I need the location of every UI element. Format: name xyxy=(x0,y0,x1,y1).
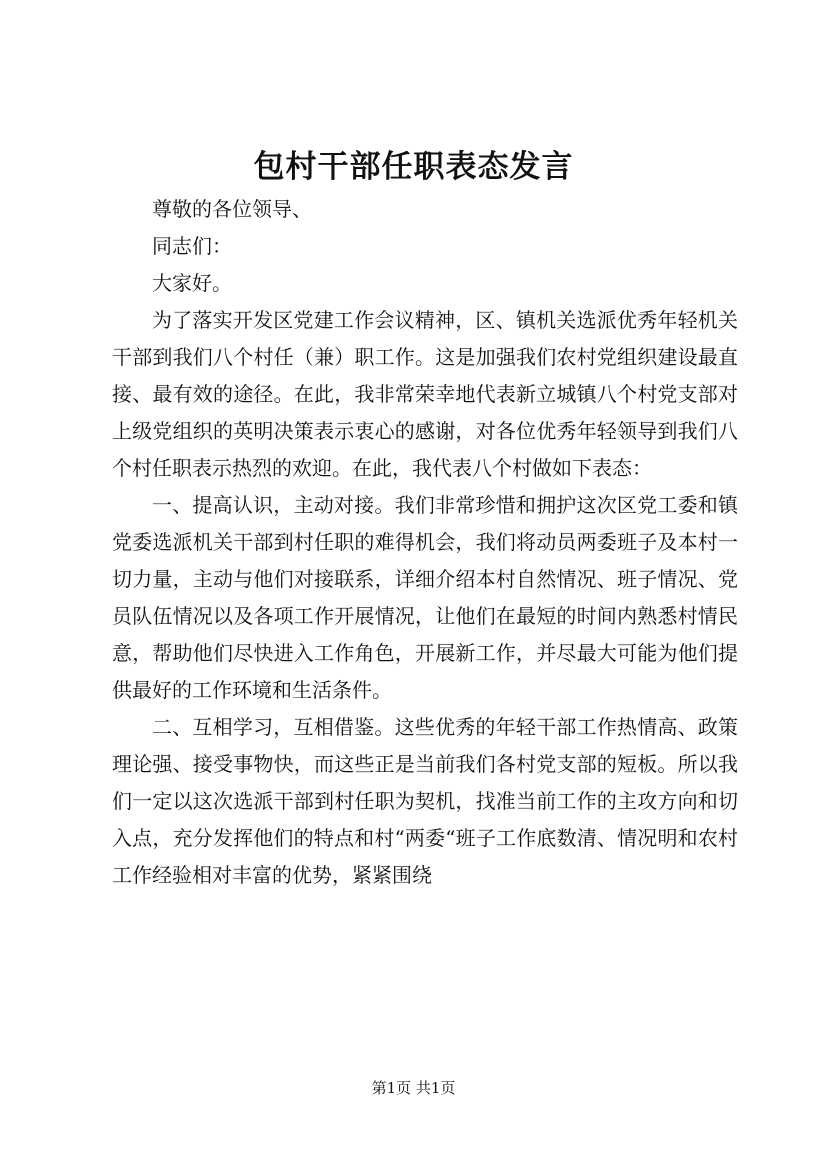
salutation-line-1: 尊敬的各位领导、 xyxy=(152,197,312,221)
body-paragraph-point-2: 二、互相学习，互相借鉴。这些优秀的年轻干部工作热情高、政策理论强、接受事物快，而这些正是当前我们各村党支部的短板。所以我们一定以这次选派干部到村任职为契机，找准当前工作的主攻方向和切入点，充分发挥他们的特点和村“两委“班子工作底数清、情况明和农村工作经验相对丰富的优势，紧紧围绕 xyxy=(112,715,738,887)
document-body xyxy=(112,191,738,894)
greeting-line: 大家好。 xyxy=(152,271,232,295)
page-number-footer: 第1页 共1页 xyxy=(371,1079,456,1097)
salutation-line-2: 同志们： xyxy=(152,234,232,258)
body-paragraph-point-1: 一、提高认识，主动对接。我们非常珍惜和拥护这次区党工委和镇党委选派机关干部到村任职的难得机会，我们将动员两委班子及本村一切力量，主动与他们对接联系，详细介绍本村自然情况、班子情况、党员队伍情况以及各项工作开展情况，让他们在最短的时间内熟悉村情民意，帮助他们尽快进入工作角色，开展新工作，并尽最大可能为他们提供最好的工作环境和生活条件。 xyxy=(112,493,738,702)
document-title: 包村干部任职表态发言 xyxy=(253,149,574,185)
body-paragraph-intro: 为了落实开发区党建工作会议精神，区、镇机关选派优秀年轻机关干部到我们八个村任（兼）职工作。这是加强我们农村党组织建设最直接、最有效的途径。在此，我非常荣幸地代表新立城镇八个村党支部对上级党组织的英明决策表示衷心的感谢，对各位优秀年轻领导到我们八个村任职表示热烈的欢迎。在此，我代表八个村做如下表态： xyxy=(112,308,738,480)
